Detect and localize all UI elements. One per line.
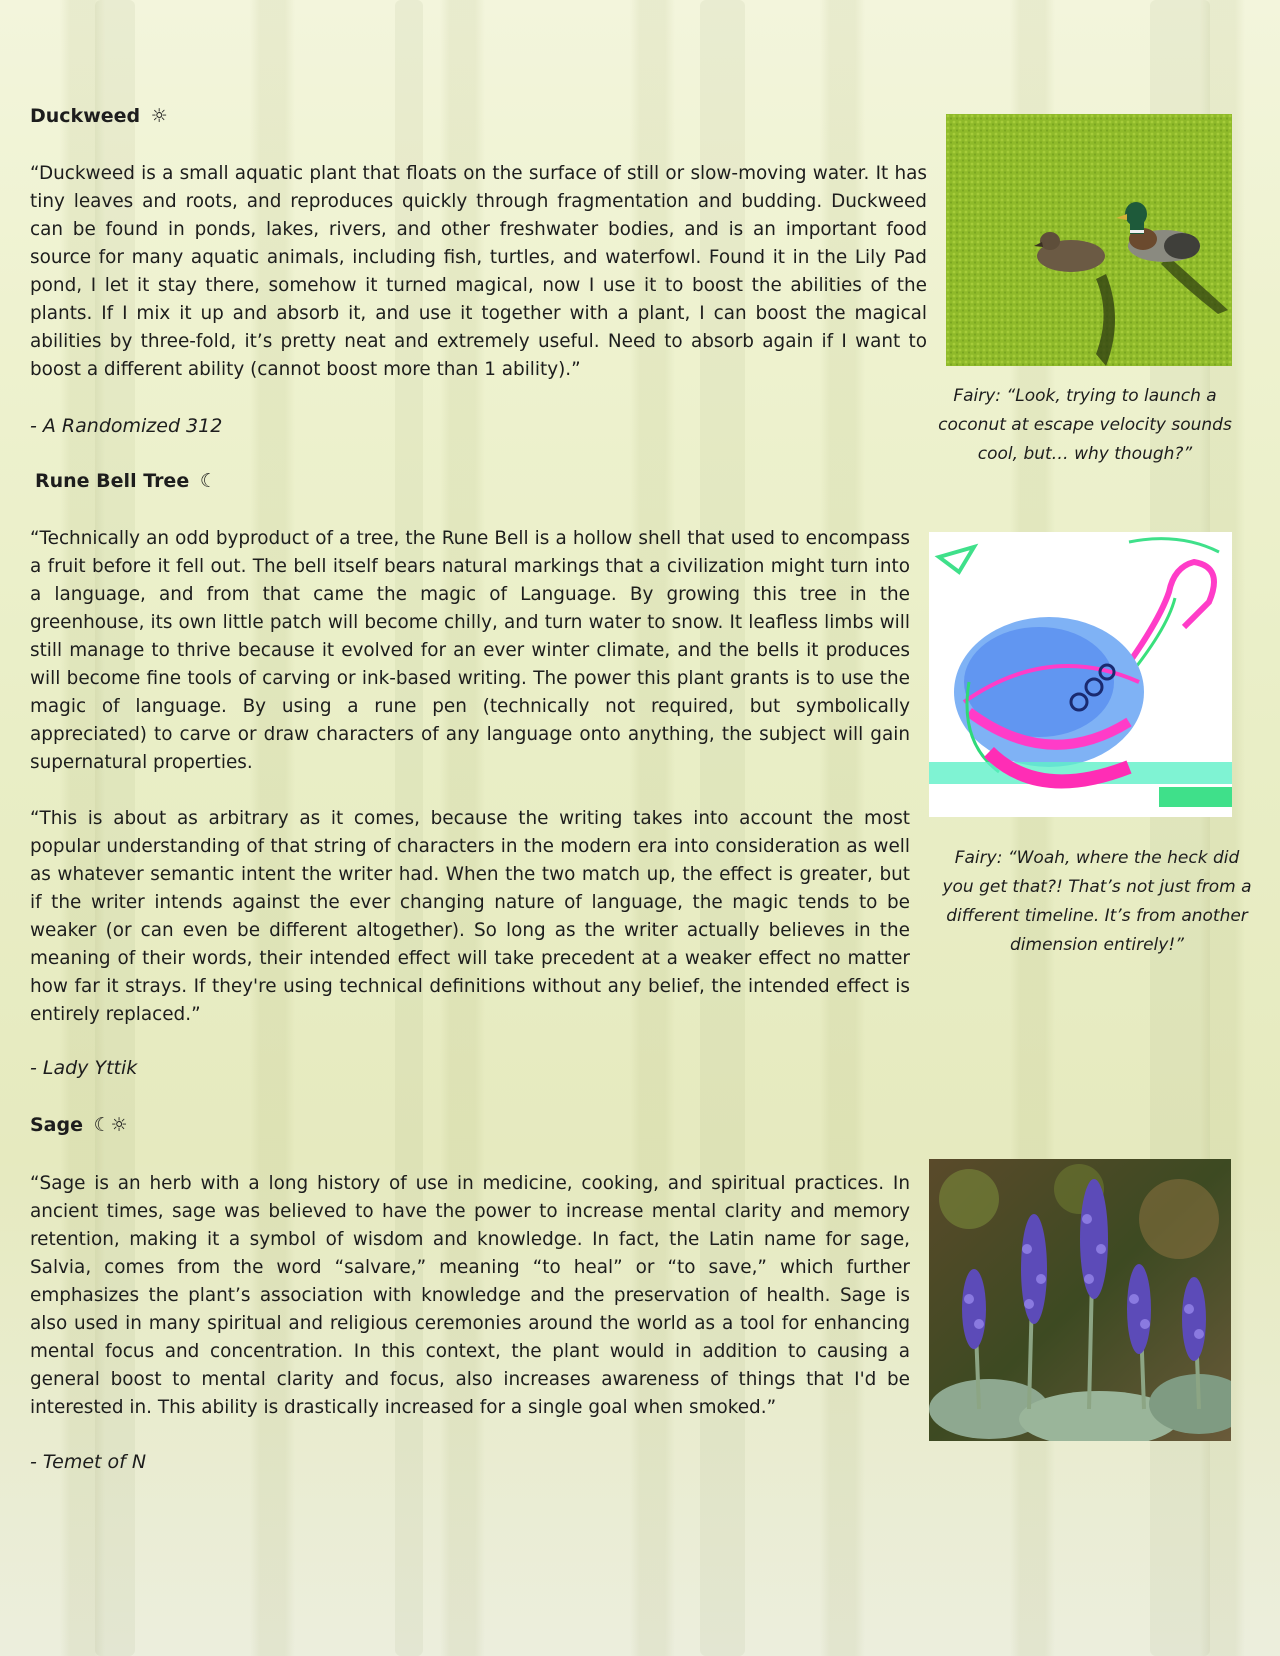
sage-flowers-illustration (929, 1159, 1231, 1441)
rune-bell-signature: - Lady Yttik (30, 1057, 138, 1079)
rune-bell-image (929, 532, 1232, 817)
rune-bell-fairy-caption: Fairy: “Woah, where the heck did you get that?! That’s not just from a different timeline. It’s from another dimension entirely!” (942, 848, 1252, 955)
duckweed-signature: - A Randomized 312 (30, 415, 223, 437)
rune-bell-description-1: “Technically an odd byproduct of a tree, the Rune Bell is a hollow shell that used to encompass a fruit before it fell out. The bell itself bears natural markings that a civilization might turn into a language, and from that came the magic of Language. By growing this tree in the greenhouse, its own little patch will become chilly, and turn water to snow. It leafless limbs will still manage to thrive because it evolved for an ever winter climate, and the bells it produces will become fine tools of carving or ink-based writing. The power this plant grants is to use the magic of language. By using a rune pen (technically not required, but symbolically appreciated) to carve or draw characters of any language onto anything, the subject will gain supernatural properties. (30, 528, 910, 773)
moon-icon: ☾ (199, 470, 217, 492)
rune-bell-description-2: “This is about as arbitrary as it comes, because the writing takes into account the most popular understanding of that string of characters in the modern era into consideration as well as whatever semantic intent the writer had. When the two match up, the effect is greater, but if the writer intends against the ever changing nature of language, the magic tends to be weaker (or can even be different altogether). So long as the writer actually believes in the meaning of their words, their intended effect will take precedent at a weaker effect no matter how far it strays. If they're using technical definitions without any belief, the intended effect is entirely replaced.” (30, 808, 910, 1025)
duckweed-description: “Duckweed is a small aquatic plant that floats on the surface of still or slow-moving water. It has tiny leaves and roots, and reproduces quickly through fragmentation and budding. Duckweed can be found in ponds, lakes, rivers, and other freshwater bodies, and is an important food source for many aquatic animals, including fish, turtles, and waterfowl. Found it in the Lily Pad pond, I let it stay there, somehow it turned magical, now I use it to boost the abilities of the plants. If I mix it up and absorb it, and use it together with a plant, I can boost the magical abilities by three-fold, it’s pretty neat and extremely useful. Need to absorb again if I want to boost a different ability (cannot boost more than 1 ability).” (30, 163, 927, 380)
section-title-text: Sage (30, 1114, 83, 1136)
moon-sun-icon: ☾☼ (93, 1114, 128, 1136)
section-title-rune-bell-tree (35, 470, 217, 492)
sage-photo (929, 1159, 1231, 1441)
sage-description: “Sage is an herb with a long history of use in medicine, cooking, and spiritual practices. In ancient times, sage was believed to have the power to increase mental clarity and memory retention, making it a symbol of wisdom and knowledge. In fact, the Latin name for sage, Salvia, comes from the word “salvare,” meaning “to heal” or “to save,” which further emphasizes the plant’s association with knowledge and the preservation of health. Sage is also used in many spiritual and religious ceremonies around the world as a tool for enhancing mental focus and concentration. In this context, the plant would in addition to causing a general boost to mental clarity and focus, also increases awareness of things that I'd be interested in. This ability is drastically increased for a single goal when smoked.” (30, 1173, 910, 1418)
section-title-text: Rune Bell Tree (35, 470, 190, 492)
duckweed-fairy-caption: Fairy: “Look, trying to launch a coconut at escape velocity sounds cool, but… why though?” (938, 386, 1232, 464)
duckweed-photo (946, 114, 1232, 366)
sun-icon: ☼ (150, 105, 168, 127)
rune-bell-illustration (929, 532, 1232, 817)
section-title-sage (30, 1114, 128, 1136)
sage-signature: - Temet of N (30, 1451, 147, 1473)
section-title-text: Duckweed (30, 105, 141, 127)
section-title-duckweed (30, 105, 168, 127)
ducks-on-duckweed-illustration (946, 114, 1232, 366)
